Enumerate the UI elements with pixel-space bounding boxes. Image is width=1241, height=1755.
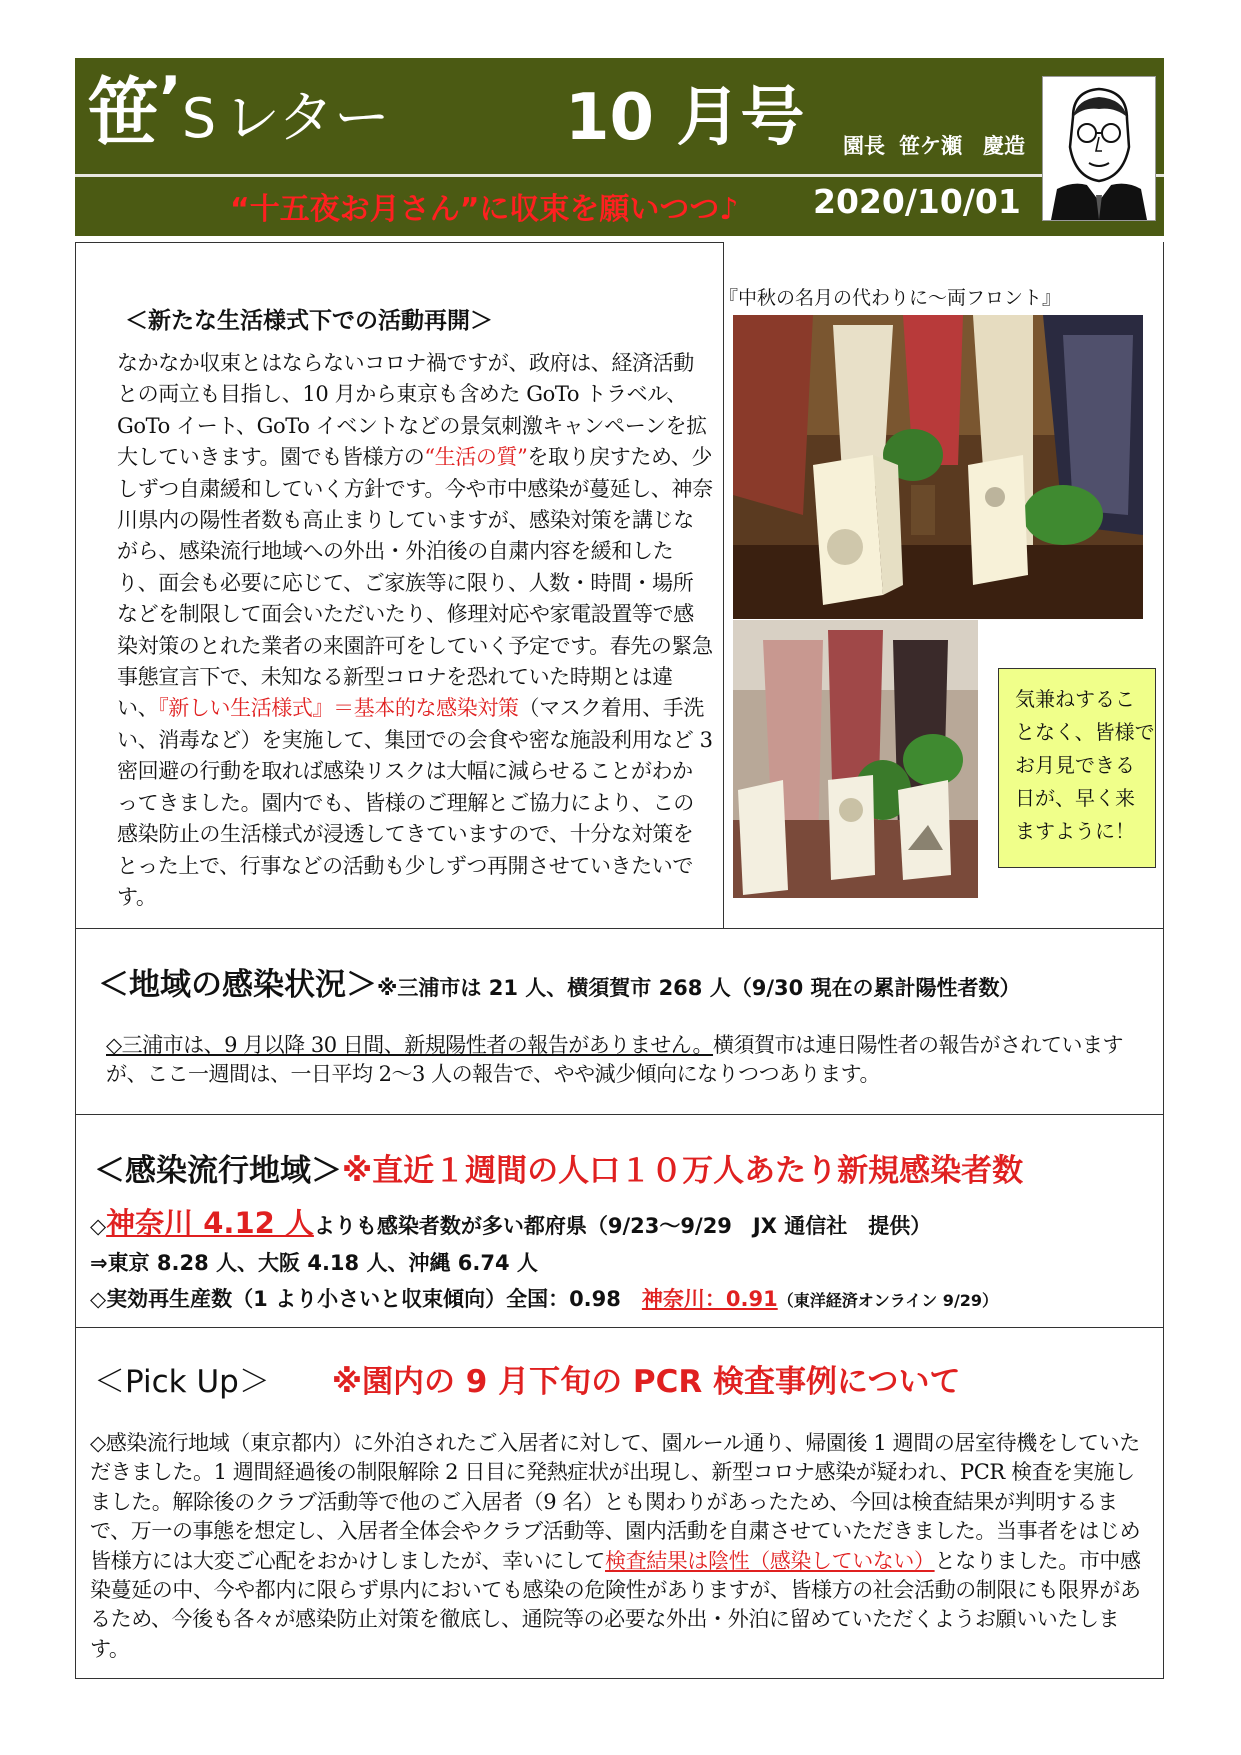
section3-line3	[90, 1283, 998, 1313]
director-portrait	[1042, 76, 1156, 221]
section1-text-a: なかなか収束とはならないコロナ禍ですが、政府は、経済活動との両立も目指し、10 月から東京も含めた GoTo トラベル、GoTo イート、GoTo イベントなどの景気刺激キャンペーンを拡大していきます。園でも皆様方の	[117, 351, 707, 470]
section1-text-c: （マスク着用、手洗い、消毒など）を実施して、集団での会食や密な施設利用など 3 密回避の行動を取れば感染リスクは大幅に減らせることがわかってきました。園内でも、皆様のご理解とご協力により、この感染防止の生活様式が浸透してきていますので、十分な対策をとった上で、行事などの活動も少しずつ再開させていきたいです。	[117, 696, 713, 909]
section2-body	[106, 1031, 1146, 1089]
section1-highlight-quality: “生活の質”	[424, 445, 528, 470]
note-line: 日が、早く来	[1015, 786, 1135, 810]
note-line: お月見できる	[1015, 753, 1135, 777]
section3-source: （東洋経済オンライン 9/29）	[777, 1291, 999, 1310]
section1-top-border	[75, 242, 724, 243]
section-pickup	[75, 1327, 1164, 1679]
section1-text-b: を取り戻すため、少しずつ自粛緩和していく方針です。今や市中感染が蔓延し、神奈川県内の陽性者数も高止まりしていますが、感染対策を講じながら、感染流行地域への外出・外泊後の自粛内容を緩和したり、面会も必要に応じて、ご家族等に限り、人数・時間・場所などを制限して面会いただいたり、修理対応や家電設置等で感染対策のとれた業者の来園許可をしていく予定です。春先の緊急事態宣言下で、未知なる新型コロナを恐れていた時期とは違い、	[117, 445, 713, 721]
section1-highlight-new-lifestyle: 『新しい生活様式』＝基本的な感染対策	[158, 696, 519, 721]
note-line: ますように！	[1015, 819, 1135, 843]
note-line: 気兼ねするこ	[1015, 687, 1135, 711]
section1-body	[117, 348, 713, 913]
section3-title: ＜感染流行地域＞	[94, 1153, 342, 1189]
section3-line1-text: よりも感染者数が多い都府県（9/23～9/29 JX 通信社 提供）	[313, 1214, 932, 1238]
section4-heading	[94, 1356, 960, 1401]
masthead-apostrophe: ’	[159, 64, 182, 134]
section1-heading: ＜新たな生活様式下での活動再開＞	[125, 308, 493, 334]
section3-line3-text: ◇実効再生産数（1 より小さいと収束傾向）全国：0.98	[90, 1287, 642, 1311]
section1-left-border	[75, 242, 76, 928]
section4-text-b: となりました。市中感染蔓延の中、今や都内に限らず県内においても感染の危険性がありますが、皆様方の社会活動の制限にも限界があるため、今後も各々が感染防止対策を徹底し、通院等の必要な外出・外泊に留めていただくようお願いいたします。	[90, 1548, 1141, 1661]
section4-highlight-negative: 検査結果は陰性（感染していない）	[605, 1548, 935, 1573]
director-line	[843, 130, 1025, 160]
section4-title-note: ※園内の 9 月下旬の PCR 検査事例について	[331, 1364, 961, 1400]
photo-caption: 『中秋の名月の代わりに～両フロント』	[719, 287, 1062, 309]
portrait-sketch-icon	[1043, 77, 1155, 220]
kanagawa-reproduction: 神奈川：0.91	[641, 1287, 778, 1311]
issue-label: 10 月号	[565, 81, 805, 155]
subtitle: “十五夜お月さん”に収束を願いつつ♪	[230, 192, 739, 227]
masthead-s: S	[181, 87, 217, 150]
bullet-diamond: ◇	[90, 1214, 107, 1238]
section2-underlined-text: ◇三浦市は、9 月以降 30 日間、新規陽性者の報告がありません。	[106, 1033, 714, 1057]
section4-body	[90, 1429, 1150, 1664]
section3-line2: ⇒東京 8.28 人、大阪 4.18 人、沖縄 6.74 人	[90, 1251, 538, 1275]
kanagawa-rate: 神奈川 4.12 人	[106, 1206, 314, 1240]
masthead-letter: レター	[224, 86, 390, 151]
section-epidemic-areas	[75, 1114, 1164, 1329]
issue-date: 2020/10/01	[813, 182, 1021, 221]
photo-front-lanterns-2	[733, 620, 978, 898]
masthead-kanji: 笹	[87, 70, 160, 154]
section2-title: ＜地域の感染状況＞	[98, 967, 377, 1003]
lantern-photo-icon	[733, 315, 1143, 619]
section2-title-note: ※三浦市は 21 人、横須賀市 268 人（9/30 現在の累計陽性者数）	[377, 976, 1021, 1000]
section3-line1	[90, 1201, 931, 1242]
photo-front-lanterns-1	[733, 315, 1143, 619]
note-line: となく、皆様で	[1015, 720, 1155, 744]
section2-text: 横須賀市は連日陽性者の報告がされていますが、ここ一週間は、一日平均 2～3 人の報告で、やや減少傾向になりつつあります。	[106, 1033, 1124, 1086]
section2-heading	[98, 959, 1021, 1004]
sticky-note	[998, 668, 1156, 868]
header-divider	[75, 174, 1164, 177]
masthead-title	[87, 62, 390, 169]
director-title: 園長	[843, 134, 885, 158]
lantern-photo-icon	[733, 620, 978, 898]
director-name: 笹ケ瀬 慶造	[899, 134, 1025, 158]
header-banner	[75, 58, 1164, 236]
section3-heading	[94, 1145, 1023, 1190]
section4-title: ＜Pick Up＞	[94, 1364, 270, 1400]
section1-right-border	[1163, 242, 1164, 928]
section-local-infection	[75, 928, 1164, 1116]
section1-column-divider	[723, 242, 724, 928]
section4-text-a: ◇感染流行地域（東京都内）に外泊されたご入居者に対して、園ルール通り、帰園後 1 週間の居室待機をしていただきました。1 週間経過後の制限解除 2 日目に発熱症状が出現し、新型コロナ感染が疑われ、PCR 検査を実施しました。解除後のクラブ活動等で他のご入居者（9 名）とも関わりがあったため、今回は検査結果が判明するまで、万一の事態を想定し、入居者全体会やクラブ活動等、園内活動を自粛させていただきました。当事者をはじめ皆様方には大変ご心配をおかけしましたが、幸いにして	[90, 1431, 1141, 1573]
section3-title-note: ※直近１週間の人口１０万人あたり新規感染者数	[342, 1153, 1024, 1189]
